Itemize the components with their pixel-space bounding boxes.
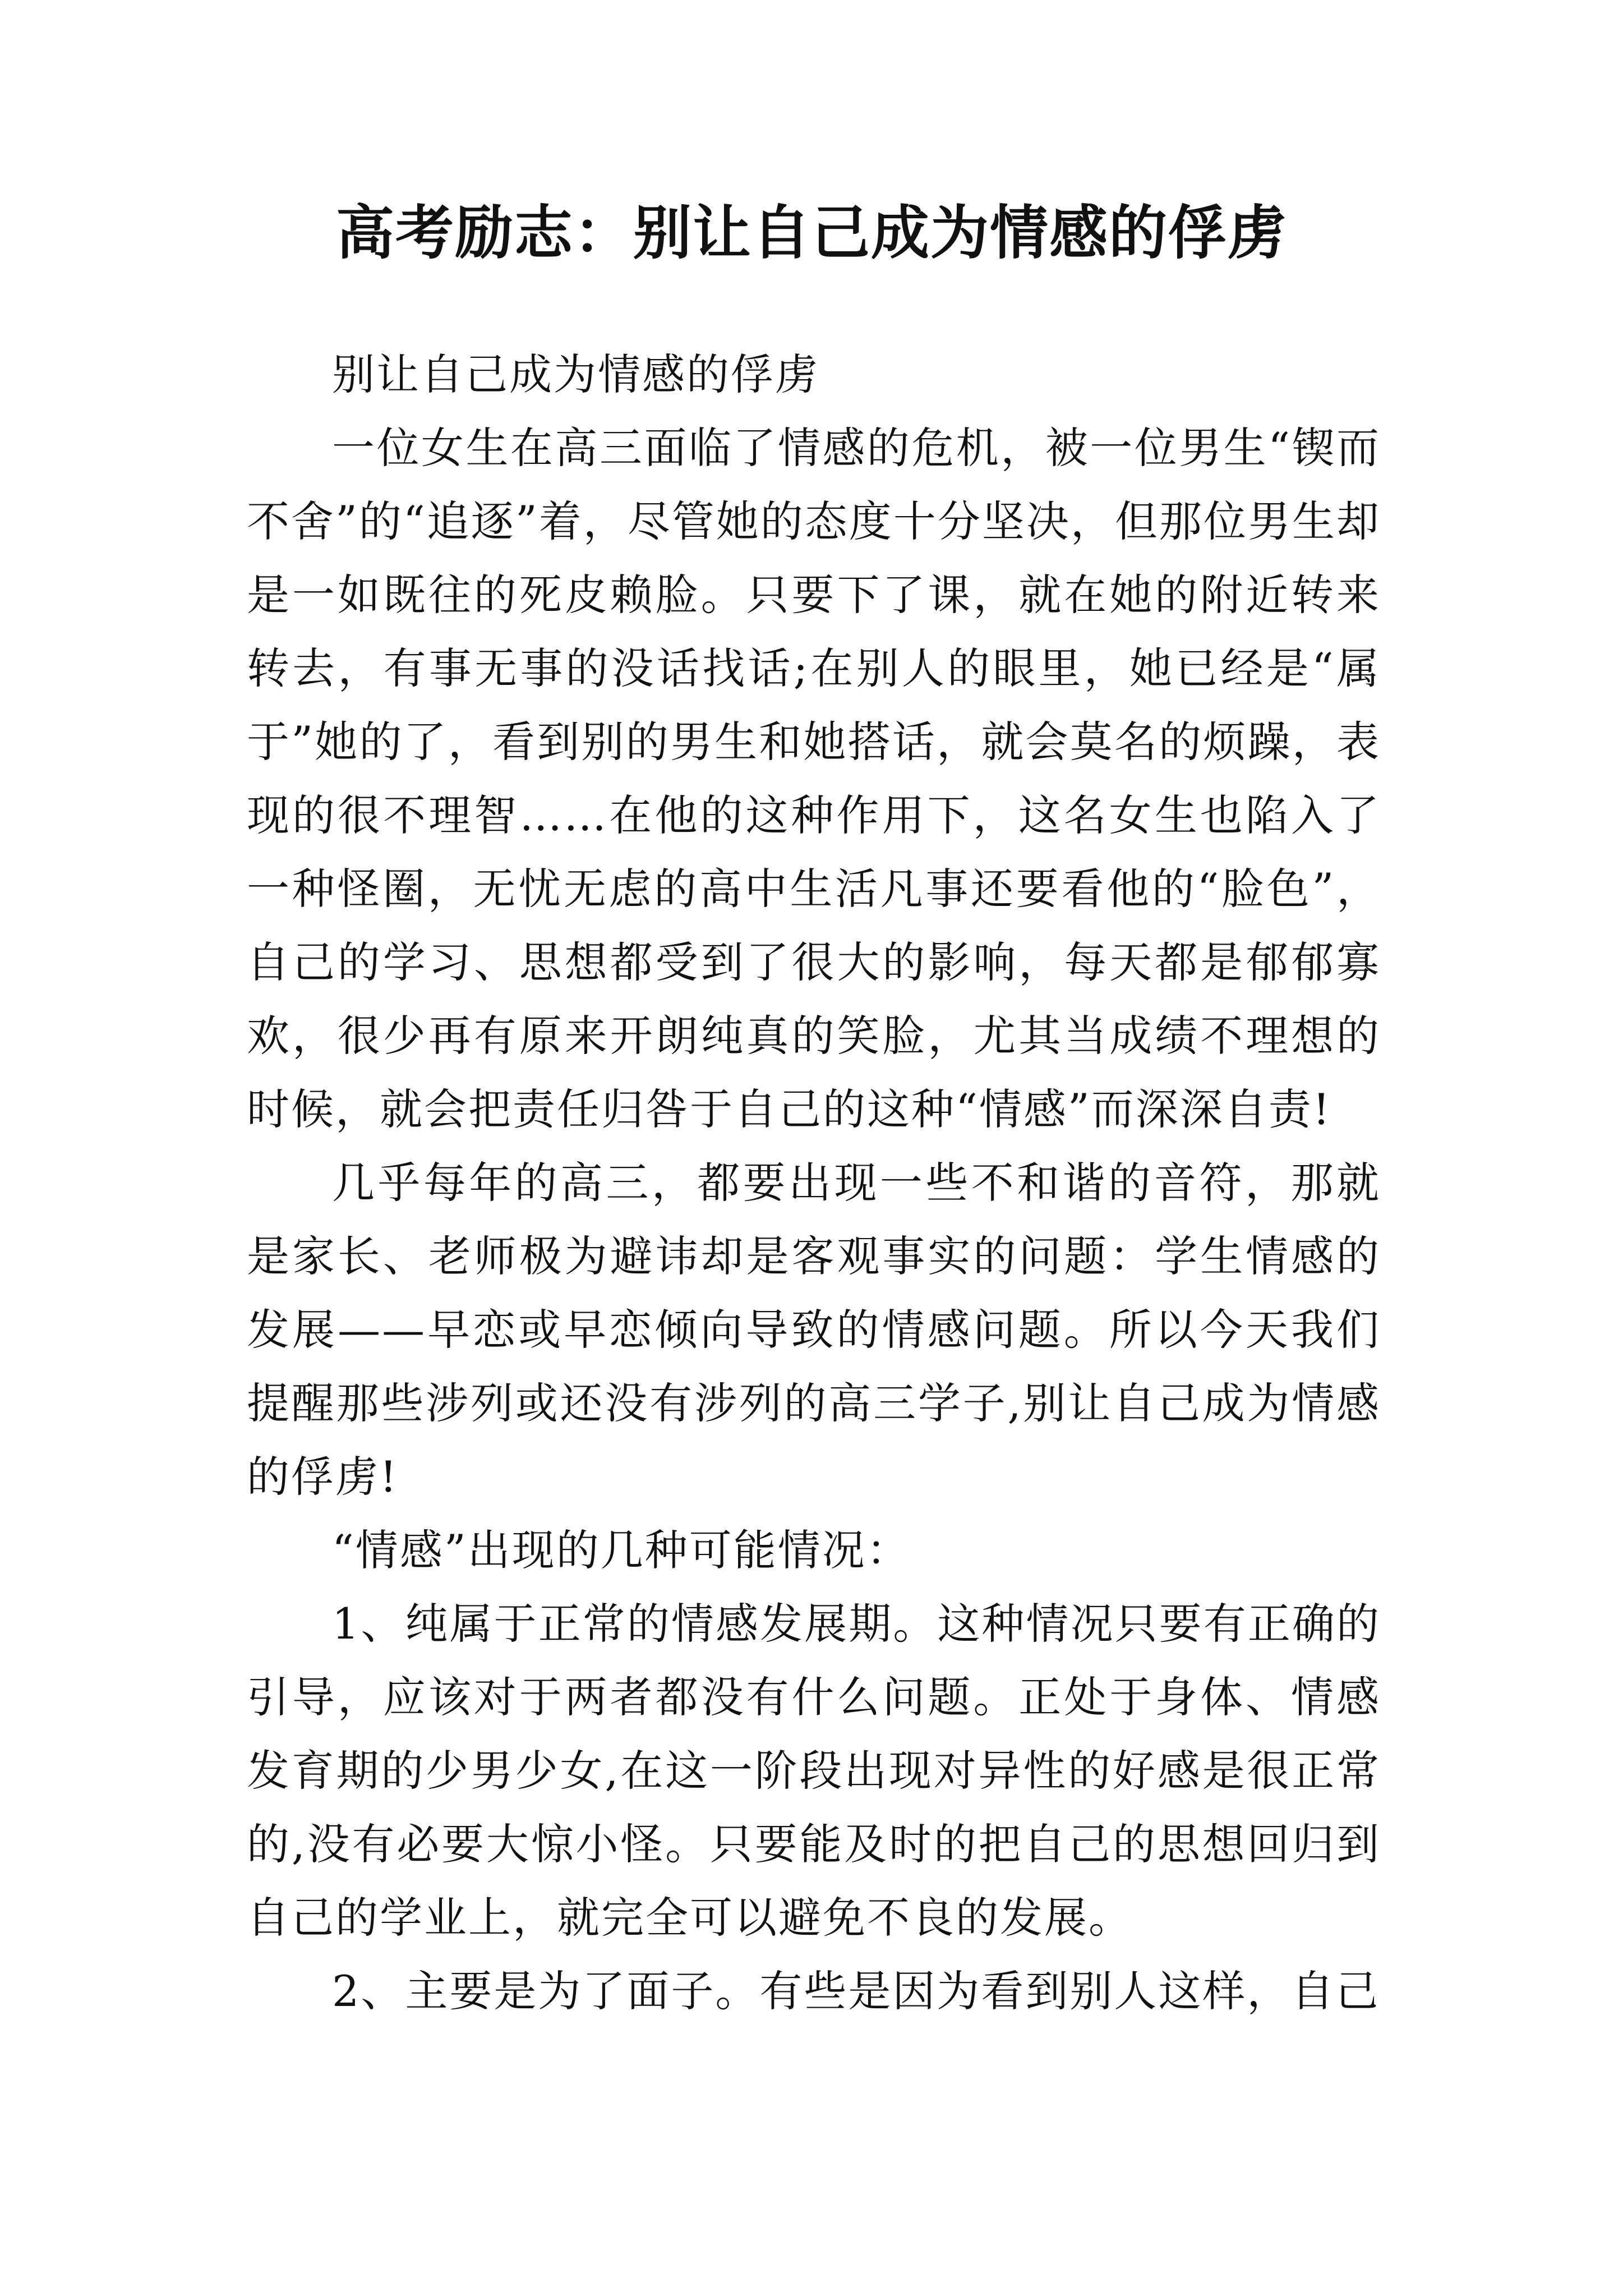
document-title: 高考励志：别让自己成为情感的俘虏 <box>335 199 1287 267</box>
paragraph: 一位女生在高三面临了情感的危机，被一位男生“锲而不舍”的“追逐”着，尽管她的态度十分坚决，但那位男生却是一如既往的死皮赖脸。只要下了课，就在她的附近转来转去，有事无事的没话找话;在别人的眼里，她已经是“属于”她的了，看到别的男生和她搭话，就会莫名的烦躁，表现的很不理智……在他的这种作用下，这名女生也陷入了一种怪圈，无忧无虑的高中生活凡事还要看他的“脸色”，自己的学习、思想都受到了很大的影响，每天都是郁郁寡欢，很少再有原来开朗纯真的笑脸，尤其当成绩不理想的时候，就会把责任归咎于自己的这种“情感”而深深自责! <box>247 423 1381 1134</box>
paragraph: 几乎每年的高三，都要出现一些不和谐的音符，那就是家长、老师极为避讳却是客观事实的问题：学生情感的发展——早恋或早恋倾向导致的情感问题。所以今天我们提醒那些涉列或还没有涉列的高三学子,别让自己成为情感的俘虏! <box>247 1158 1381 1502</box>
paragraph: “情感”出现的几种可能情况： <box>332 1525 911 1575</box>
document-body <box>247 338 1381 2028</box>
paragraph-subtitle: 别让自己成为情感的俘虏 <box>332 349 819 399</box>
paragraph: 2、主要是为了面子。有些是因为看到别人这样，自己 <box>332 1966 1380 2016</box>
paragraph: 1、纯属于正常的情感发展期。这种情况只要有正确的引导，应该对于两者都没有什么问题。正处于身体、情感发育期的少男少女,在这一阶段出现对异性的好感是很正常的,没有必要大惊小怪。只要能及时的把自己的思想回归到自己的学业上，就完全可以避免不良的发展。 <box>247 1599 1381 1943</box>
